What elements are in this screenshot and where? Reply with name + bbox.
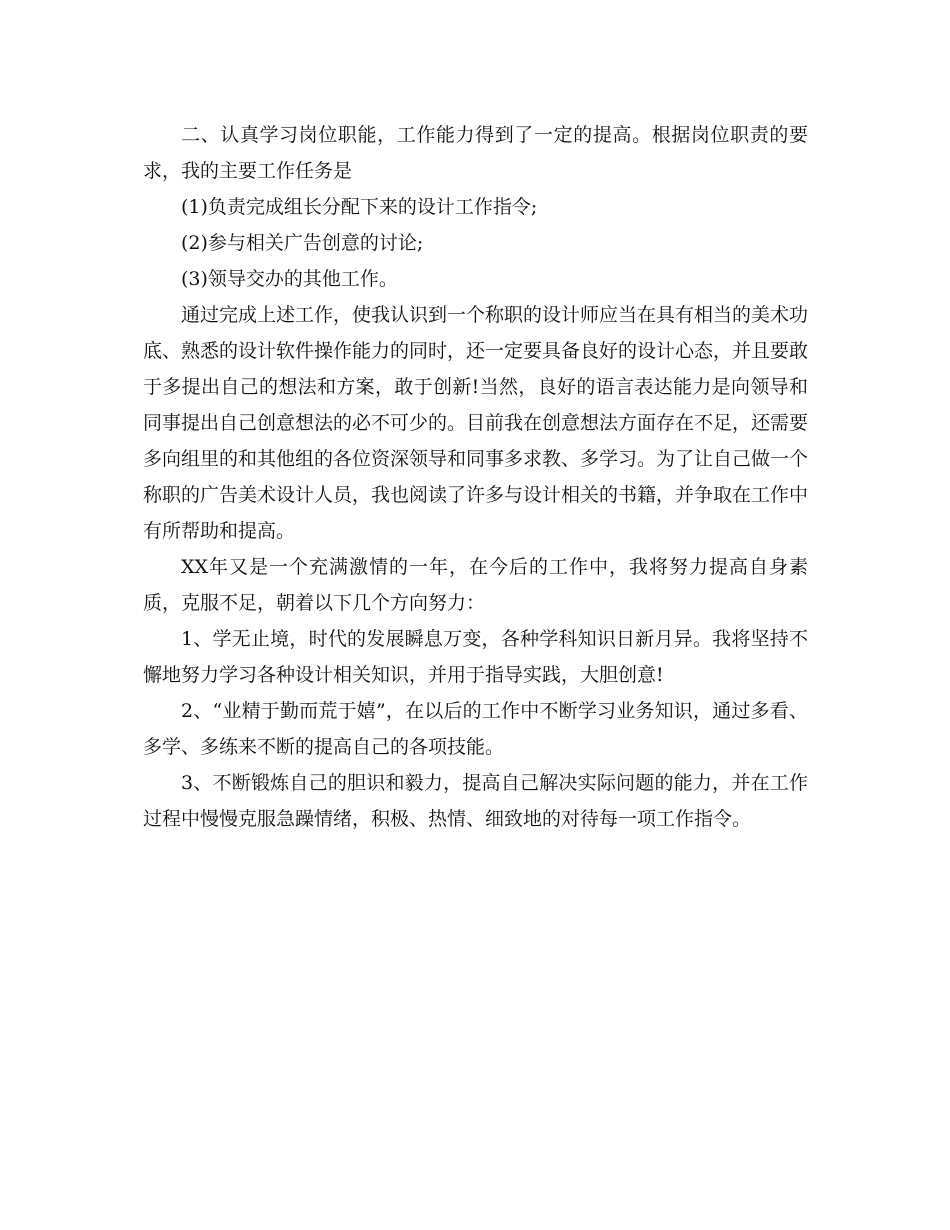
paragraph-task-2: (2)参与相关广告创意的讨论; — [181, 232, 424, 254]
paragraph-section-two: 二、认真学习岗位职能，工作能力得到了一定的提高。根据岗位职责的要求，我的主要工作任务是 — [143, 124, 808, 182]
paragraph-reflection: 通过完成上述工作，使我认识到一个称职的设计师应当在具有相当的美术功底、熟悉的设计软件操作能力的同时，还一定要具备良好的设计心态，并且要敢于多提出自己的想法和方案，敢于创新!当然，良好的语言表达能力是向领导和同事提出自己创意想法的必不可少的。目前我在创意想法方面存在不足，还需要多向组里的和其他组的各位资深领导和同事多求教、多学习。为了让自己做一个称职的广告美术设计人员，我也阅读了许多与设计相关的书籍，并争取在工作中有所帮助和提高。 — [143, 304, 809, 542]
paragraph-task-3: (3)领导交办的其他工作。 — [181, 268, 398, 290]
paragraph-goals-intro: XX年又是一个充满激情的一年，在今后的工作中，我将努力提高自身素质，克服不足，朝着以下几个方向努力： — [143, 556, 808, 614]
paragraph-goal-3: 3、不断锻炼自己的胆识和毅力，提高自己解决实际问题的能力，并在工作过程中慢慢克服急躁情绪，积极、热情、细致地的对待每一项工作指令。 — [143, 772, 808, 830]
document-body — [143, 117, 808, 837]
paragraph-goal-1: 1、学无止境，时代的发展瞬息万变，各种学科知识日新月异。我将坚持不懈地努力学习各种设计相关知识，并用于指导实践，大胆创意! — [143, 628, 808, 686]
paragraph-task-1: (1)负责完成组长分配下来的设计工作指令; — [181, 196, 538, 218]
paragraph-goal-2: 2、“业精于勤而荒于嬉”，在以后的工作中不断学习业务知识，通过多看、多学、多练来不断的提高自己的各项技能。 — [143, 700, 808, 758]
